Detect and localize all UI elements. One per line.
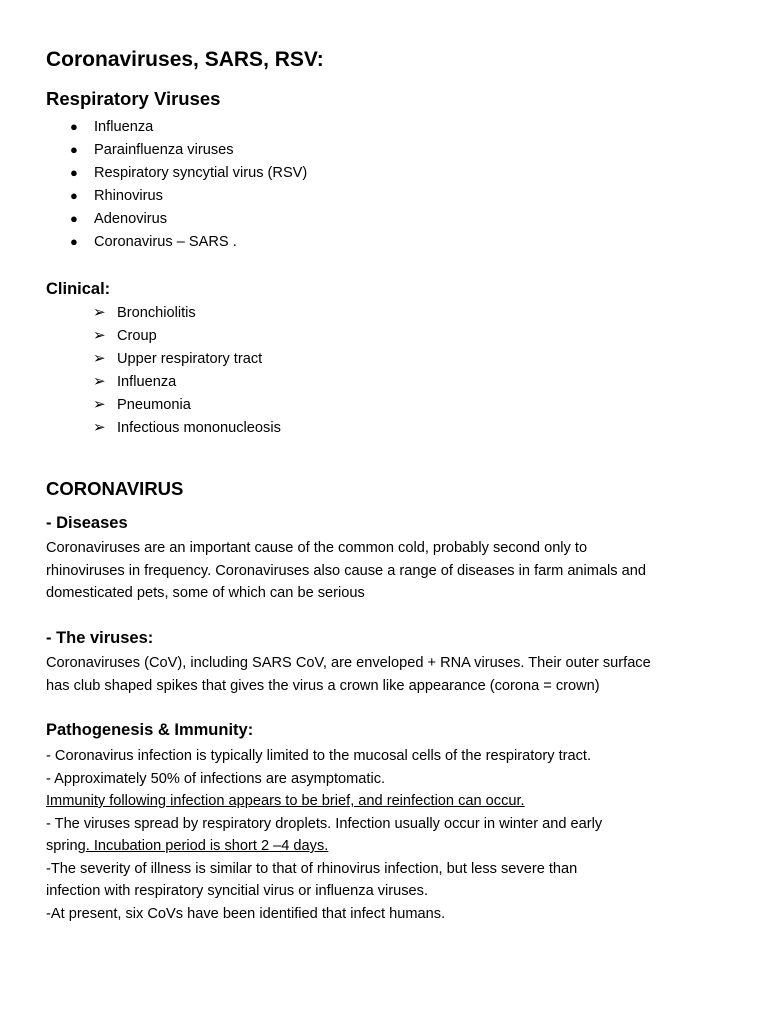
bullet-icon: ●: [70, 119, 78, 134]
list-item: ➢ Pneumonia: [93, 396, 191, 413]
list-item: ➢ Infectious mononucleosis: [93, 419, 281, 436]
page-title: Coronaviruses, SARS, RSV:: [46, 48, 324, 71]
bullet-icon: ●: [70, 234, 78, 249]
diseases-heading: - Diseases: [46, 514, 128, 532]
pathogenesis-heading: Pathogenesis & Immunity:: [46, 721, 254, 739]
list-item: ➢ Croup: [93, 327, 157, 344]
arrow-bullet-icon: ➢: [93, 373, 106, 390]
list-item: ● Respiratory syncytial virus (RSV): [70, 165, 308, 181]
bullet-icon: ●: [70, 188, 78, 203]
arrow-bullet-icon: ➢: [93, 396, 106, 413]
list-item: ● Influenza: [70, 119, 154, 135]
coronavirus-heading: CORONAVIRUS: [46, 478, 184, 499]
list-item: ● Coronavirus – SARS .: [70, 234, 237, 250]
arrow-bullet-icon: ➢: [93, 327, 106, 344]
list-item: ➢ Upper respiratory tract: [93, 350, 263, 367]
underlined-text: Immunity following infection appears to be brief, and reinfection can occur.: [46, 793, 525, 809]
underlined-text: . Incubation period is short 2 –4 days.: [85, 838, 329, 854]
viruses-heading: - The viruses:: [46, 629, 154, 647]
bullet-icon: ●: [70, 142, 78, 157]
clinical-heading: Clinical:: [46, 280, 111, 298]
viruses-paragraph: Coronaviruses (CoV), including SARS CoV, are enveloped + RNA viruses. Their outer surface has club shaped spikes that gives the virus a crown like appearance (corona = crown): [46, 655, 651, 694]
list-item: ➢ Influenza: [93, 373, 177, 390]
list-item: ● Parainfluenza viruses: [70, 142, 234, 158]
diseases-paragraph: Coronaviruses are an important cause of the common cold, probably second only to rhinoviruses in frequency. Coronaviruses also cause a range of diseases in farm animals and domesticated pets, some of which can be serious: [46, 540, 647, 601]
list-item: ● Adenovirus: [70, 211, 168, 227]
respiratory-viruses-list: [70, 117, 307, 255]
list-item: ● Rhinovirus: [70, 188, 163, 204]
bullet-icon: ●: [70, 211, 78, 226]
bullet-icon: ●: [70, 165, 78, 180]
clinical-list: [93, 303, 281, 441]
arrow-bullet-icon: ➢: [93, 350, 106, 367]
arrow-bullet-icon: ➢: [93, 419, 106, 436]
respiratory-viruses-heading: Respiratory Viruses: [46, 88, 221, 109]
list-item: ➢ Bronchiolitis: [93, 304, 196, 321]
pathogenesis-paragraph: - Coronavirus infection is typically limited to the mucosal cells of the respiratory tract. - Approximately 50% of infections are asymptomatic. Immunity following infection appears to be brief, and reinfection can occur. - The viruses spread by respiratory droplets. Infection usually occur in winter and early spring. Incubation period is short 2 –4 days. -The severity of illness is similar to that of rhinovirus infection, but less severe than infection with respiratory syncitial virus or influenza viruses. -At present, six CoVs have been identified that infect humans.: [46, 745, 736, 925]
arrow-bullet-icon: ➢: [93, 304, 106, 321]
